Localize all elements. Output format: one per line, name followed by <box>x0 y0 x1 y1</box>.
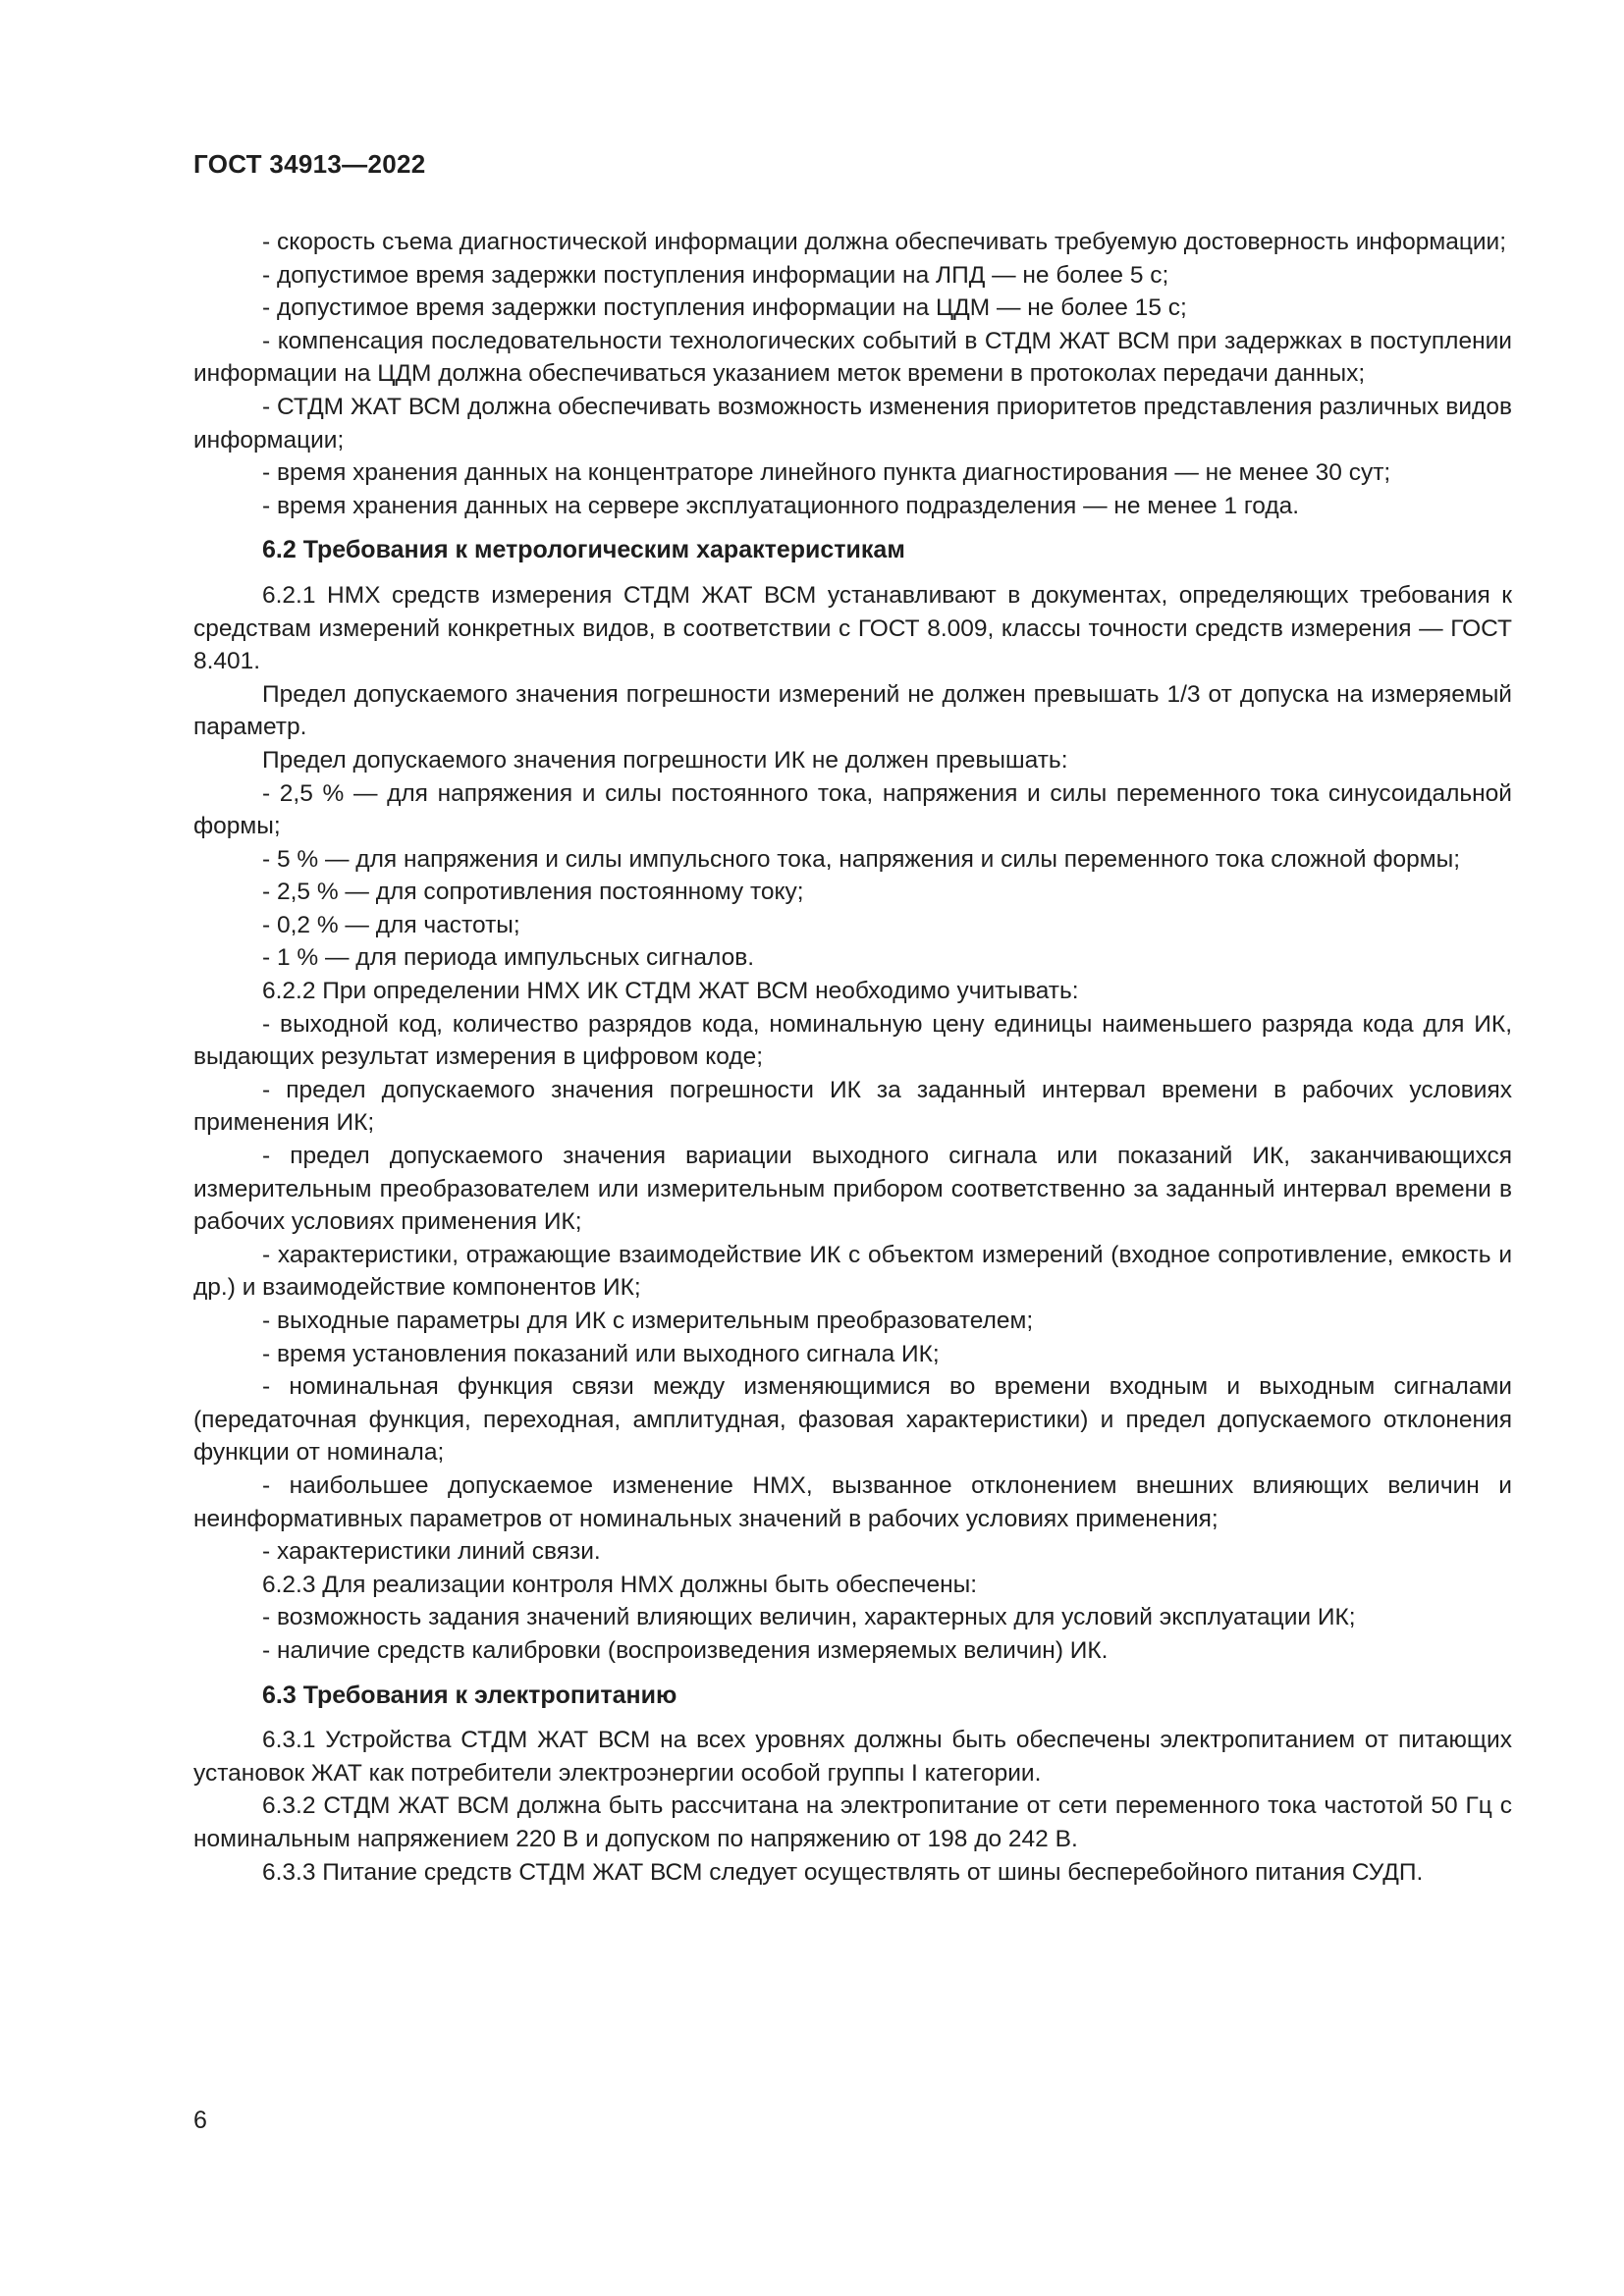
paragraph: - 2,5 % — для сопротивления постоянному току; <box>262 879 804 906</box>
paragraph: - 1 % — для периода импульсных сигналов. <box>262 944 755 972</box>
paragraph: - предел допускаемого значения погрешности ИК за заданный интервал времени в рабочих условиях применения ИК; <box>193 1076 1512 1137</box>
paragraph: - скорость съема диагностической информации должна обеспечивать требуемую достоверность информации; <box>262 229 1507 255</box>
paragraph: 6.3.2 СТДМ ЖАТ ВСМ должна быть рассчитана на электропитание от сети переменного тока частотой 50 Гц с номинальным напряжением 220 В и допуском по напряжению от 198 до 242 В. <box>193 1792 1512 1852</box>
paragraph: - СТДМ ЖАТ ВСМ должна обеспечивать возможность изменения приоритетов представления различных видов информации; <box>193 393 1512 454</box>
paragraph: - наличие средств калибровки (воспроизведения измеряемых величин) ИК. <box>262 1636 1109 1664</box>
paragraph: - выходной код, количество разрядов кода, номинальную цену единицы наименьшего разряда кода для ИК, выдающих результат измерения в цифровом коде; <box>193 1010 1512 1071</box>
section-heading: 6.3 Требования к электропитанию <box>262 1681 677 1709</box>
page-header: ГОСТ 34913—2022 <box>193 149 426 179</box>
paragraph: 6.2.3 Для реализации контроля НМХ должны быть обеспечены: <box>262 1571 978 1598</box>
paragraph: - 0,2 % — для частоты; <box>262 911 520 938</box>
paragraph: - предел допускаемого значения вариации выходного сигнала или показаний ИК, заканчивающихся измерительным преобразователем или измерительным прибором соответственно за заданный интервал времени в рабочих условиях применения ИК; <box>193 1143 1512 1236</box>
paragraph: - допустимое время задержки поступления информации на ЦДМ — не более 15 с; <box>262 294 1187 322</box>
document-body <box>193 226 1512 1889</box>
paragraph: - наибольшее допускаемое изменение НМХ, вызванное отклонением внешних влияющих величин и неинформативных параметров от номинальных значений в рабочих условиях применения; <box>193 1471 1512 1532</box>
paragraph: - 5 % — для напряжения и силы импульсного тока, напряжения и силы переменного тока сложной формы; <box>262 845 1461 873</box>
paragraph: - время установления показаний или выходного сигнала ИК; <box>262 1340 940 1367</box>
paragraph: - допустимое время задержки поступления информации на ЛПД — не более 5 с; <box>262 261 1169 289</box>
paragraph: 6.2.2 При определении НМХ ИК СТДМ ЖАТ ВСМ необходимо учитывать: <box>262 978 1079 1005</box>
paragraph: 6.2.1 НМХ средств измерения СТДМ ЖАТ ВСМ устанавливают в документах, определяющих требования к средствам измерений конкретных видов, в соответствии с ГОСТ 8.009, классы точности средств измерения — ГОСТ 8.401. <box>193 581 1512 675</box>
paragraph: - возможность задания значений влияющих величин, характерных для условий эксплуатации ИК; <box>262 1604 1356 1631</box>
paragraph: 6.3.3 Питание средств СТДМ ЖАТ ВСМ следует осуществлять от шины бесперебойного питания СУДП. <box>262 1858 1424 1886</box>
paragraph: - выходные параметры для ИК с измерительным преобразователем; <box>262 1308 1034 1334</box>
paragraph: - характеристики линий связи. <box>262 1538 601 1566</box>
section-heading: 6.2 Требования к метрологическим характеристикам <box>262 536 905 564</box>
paragraph: Предел допускаемого значения погрешности измерений не должен превышать 1/3 от допуска на измеряемый параметр. <box>193 680 1512 741</box>
paragraph: - характеристики, отражающие взаимодействие ИК с объектом измерений (входное сопротивление, емкость и др.) и взаимодействие компонентов ИК; <box>193 1241 1512 1302</box>
paragraph: - 2,5 % — для напряжения и силы постоянного тока, напряжения и силы переменного тока синусоидальной формы; <box>193 779 1512 840</box>
paragraph: - время хранения данных на концентраторе линейного пункта диагностирования — не менее 30 сут; <box>262 459 1391 487</box>
page-number: 6 <box>193 2107 207 2134</box>
paragraph: - номинальная функция связи между изменяющимися во времени входным и выходным сигналами (передаточная функция, переходная, амплитудная, фазовая характеристики) и предел допускаемого отклонения функции от номинала; <box>193 1373 1512 1467</box>
paragraph: - компенсация последовательности технологических событий в СТДМ ЖАТ ВСМ при задержках в поступлении информации на ЦДМ должна обеспечиваться указанием меток времени в протоколах передачи данных; <box>193 327 1512 388</box>
paragraph: 6.3.1 Устройства СТДМ ЖАТ ВСМ на всех уровнях должны быть обеспечены электропитанием от питающих установок ЖАТ как потребители электроэнергии особой группы I категории. <box>193 1727 1512 1787</box>
paragraph: Предел допускаемого значения погрешности ИК не должен превышать: <box>262 746 1068 774</box>
paragraph: - время хранения данных на сервере эксплуатационного подразделения — не менее 1 года. <box>262 492 1300 519</box>
